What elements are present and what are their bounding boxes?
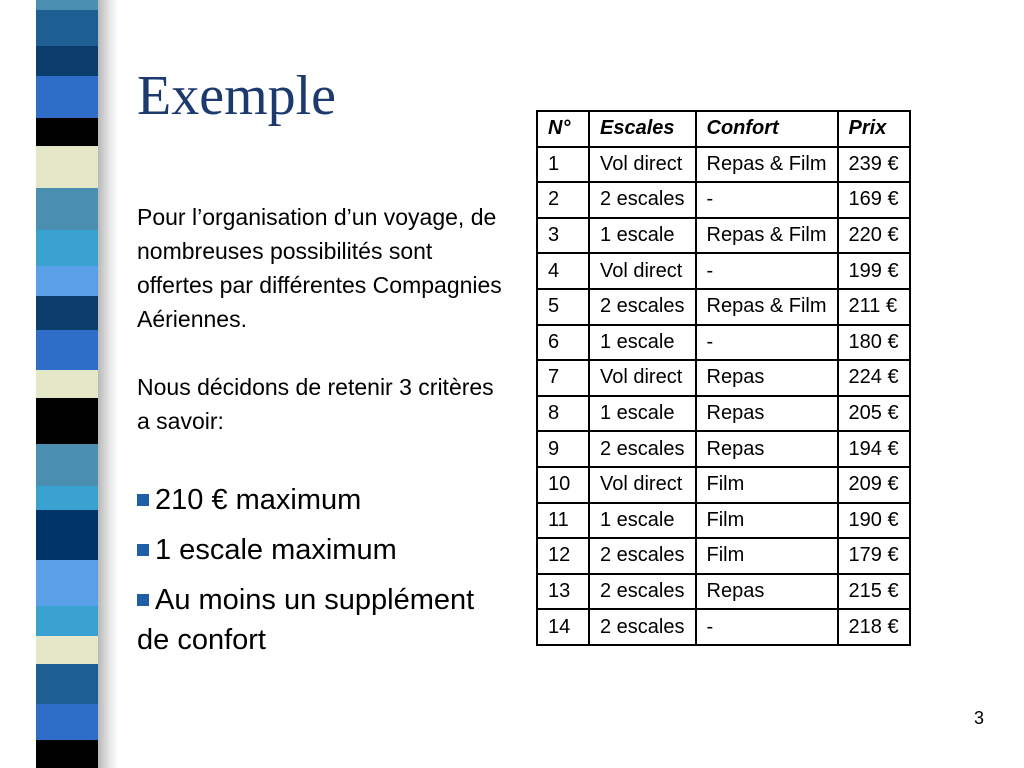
decorative-stripe	[36, 296, 98, 330]
intro-paragraph: Pour l’organisation d’un voyage, de nombreuses possibilités sont offertes par différentes Compagnies Aériennes.	[137, 204, 502, 332]
header-number: N°	[537, 111, 589, 147]
decorative-stripe	[36, 188, 98, 230]
cell-number: 13	[537, 574, 589, 610]
decorative-stripe	[36, 146, 98, 188]
decorative-stripe	[36, 0, 98, 10]
cell-stops: 2 escales	[589, 609, 696, 645]
decorative-stripe	[36, 560, 98, 606]
table-row	[537, 182, 910, 218]
criteria-text: 1 escale maximum	[155, 534, 397, 566]
decorative-stripe	[36, 266, 98, 296]
cell-price: 209 €	[838, 467, 910, 503]
cell-stops: Vol direct	[589, 147, 696, 183]
cell-price: 211 €	[838, 289, 910, 325]
bullet-square-icon	[137, 544, 149, 556]
cell-comfort: Repas & Film	[696, 289, 838, 325]
cell-price: 194 €	[838, 431, 910, 467]
criteria-text: Au moins un supplément de confort	[137, 584, 475, 656]
cell-price: 179 €	[838, 538, 910, 574]
cell-comfort: -	[696, 182, 838, 218]
decorative-stripe	[36, 704, 98, 740]
decorative-stripe	[36, 46, 98, 76]
flights-table	[536, 110, 911, 646]
cell-price: 220 €	[838, 218, 910, 254]
table-row	[537, 147, 910, 183]
slide-body	[137, 200, 507, 438]
decorative-stripe	[36, 330, 98, 370]
decorative-stripe	[36, 740, 98, 768]
criteria-item	[137, 530, 507, 570]
cell-number: 12	[537, 538, 589, 574]
criteria-paragraph: Nous décidons de retenir 3 critères a savoir:	[137, 374, 494, 434]
cell-price: 224 €	[838, 360, 910, 396]
criteria-item	[137, 580, 507, 660]
cell-number: 8	[537, 396, 589, 432]
cell-comfort: -	[696, 253, 838, 289]
decorative-stripe	[36, 636, 98, 664]
decorative-stripe	[36, 230, 98, 266]
cell-number: 1	[537, 147, 589, 183]
table-row	[537, 289, 910, 325]
table-row	[537, 396, 910, 432]
decorative-stripe	[36, 444, 98, 486]
decorative-stripe	[36, 76, 98, 118]
header-price: Prix	[838, 111, 910, 147]
cell-comfort: Repas	[696, 431, 838, 467]
cell-price: 180 €	[838, 325, 910, 361]
decorative-stripe	[36, 486, 98, 510]
cell-stops: 2 escales	[589, 182, 696, 218]
cell-comfort: Film	[696, 467, 838, 503]
cell-number: 3	[537, 218, 589, 254]
bullet-square-icon	[137, 494, 149, 506]
cell-number: 5	[537, 289, 589, 325]
cell-stops: 2 escales	[589, 289, 696, 325]
cell-number: 2	[537, 182, 589, 218]
decorative-stripe	[36, 398, 98, 444]
criteria-text: 210 € maximum	[155, 484, 362, 516]
cell-stops: 2 escales	[589, 574, 696, 610]
cell-number: 9	[537, 431, 589, 467]
table-row	[537, 431, 910, 467]
cell-stops: 2 escales	[589, 431, 696, 467]
cell-price: 190 €	[838, 503, 910, 539]
cell-number: 6	[537, 325, 589, 361]
cell-comfort: Repas & Film	[696, 147, 838, 183]
table-row	[537, 467, 910, 503]
cell-number: 10	[537, 467, 589, 503]
stripe-shadow	[98, 0, 118, 768]
cell-stops: 1 escale	[589, 396, 696, 432]
decorative-stripe	[36, 118, 98, 146]
cell-comfort: Repas	[696, 360, 838, 396]
header-comfort: Confort	[696, 111, 838, 147]
criteria-item	[137, 480, 507, 520]
table-row	[537, 360, 910, 396]
cell-number: 14	[537, 609, 589, 645]
cell-comfort: Repas	[696, 574, 838, 610]
table-row	[537, 218, 910, 254]
table-row	[537, 503, 910, 539]
cell-stops: Vol direct	[589, 467, 696, 503]
cell-stops: 1 escale	[589, 325, 696, 361]
decorative-stripe	[36, 370, 98, 398]
cell-price: 218 €	[838, 609, 910, 645]
table-header-row	[537, 111, 910, 147]
cell-comfort: Film	[696, 538, 838, 574]
cell-price: 205 €	[838, 396, 910, 432]
cell-price: 215 €	[838, 574, 910, 610]
decorative-stripe	[36, 664, 98, 704]
decorative-stripe	[36, 510, 98, 560]
decorative-stripe	[36, 606, 98, 636]
cell-number: 11	[537, 503, 589, 539]
page-number: 3	[974, 708, 985, 728]
decorative-stripe	[36, 10, 98, 46]
table-row	[537, 325, 910, 361]
table-row	[537, 538, 910, 574]
table-row	[537, 253, 910, 289]
criteria-list	[137, 480, 507, 670]
cell-price: 169 €	[838, 182, 910, 218]
cell-comfort: -	[696, 609, 838, 645]
cell-stops: 1 escale	[589, 503, 696, 539]
bullet-square-icon	[137, 594, 149, 606]
cell-comfort: Repas	[696, 396, 838, 432]
table-row	[537, 609, 910, 645]
cell-number: 4	[537, 253, 589, 289]
cell-stops: Vol direct	[589, 360, 696, 396]
table-row	[537, 574, 910, 610]
decorative-stripe-bar	[0, 0, 118, 768]
cell-comfort: Repas & Film	[696, 218, 838, 254]
cell-stops: 1 escale	[589, 218, 696, 254]
slide-title: Exemple	[137, 65, 337, 127]
cell-number: 7	[537, 360, 589, 396]
header-stops: Escales	[589, 111, 696, 147]
cell-comfort: -	[696, 325, 838, 361]
cell-price: 199 €	[838, 253, 910, 289]
cell-stops: Vol direct	[589, 253, 696, 289]
cell-price: 239 €	[838, 147, 910, 183]
cell-comfort: Film	[696, 503, 838, 539]
cell-stops: 2 escales	[589, 538, 696, 574]
